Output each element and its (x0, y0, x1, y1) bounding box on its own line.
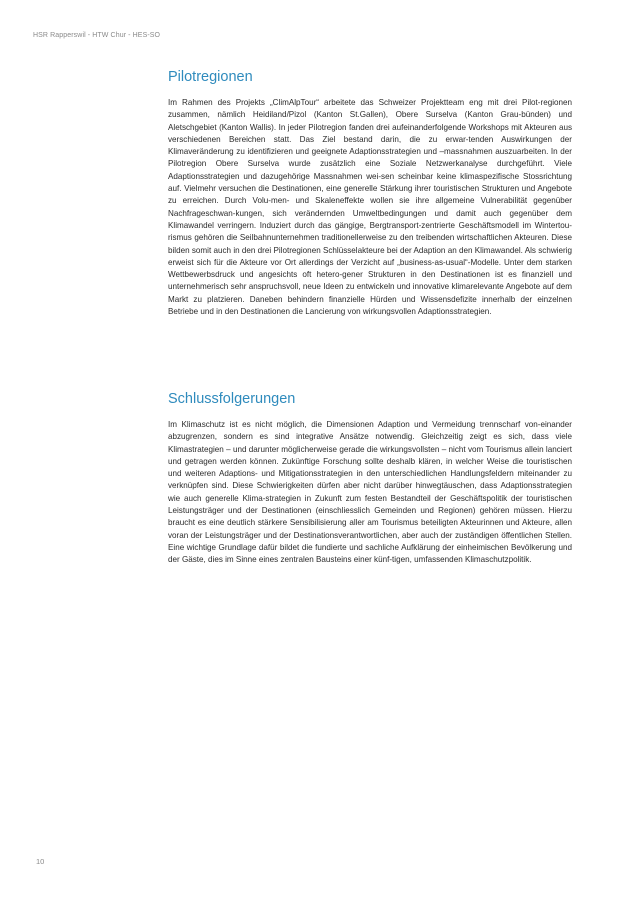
running-header: HSR Rapperswil - HTW Chur - HES-SO (33, 32, 161, 39)
section-heading: Schlussfolgerungen (168, 391, 296, 407)
section-heading: Pilotregionen (168, 69, 253, 85)
section-paragraph: Im Rahmen des Projekts „ClimAlpTour“ arbeitete das Schweizer Projektteam eng mit drei Pilot-regionen zusammen, nämlich Heidiland/Pizol (Kanton St.Gallen), Obere Surselva (Kanton Grau-bünden) und Aletschgebiet (Kanton Wallis). In jeder Pilotregion fanden drei aufeinanderfolgende Workshops mit Akteuren aus verschiedenen Bereichen statt. Das Ziel bestand darin, die zu erwar-tenden Auswirkungen der Klimaveränderung zu identifizieren und geeignete Adaptionsstrategien und –massnahmen auszuarbeiten. In der Pilotregion Obere Surselva wurde zusätzlich eine Soziale Netzwerkanalyse durchgeführt. Viele Adaptionsstrategien und dazugehörige Massnahmen wei-sen scheinbar keine klimaspezifische Stossrichtung auf. Vielmehr versuchen die Destinationen, eine generelle Stärkung ihrer touristischen Strukturen und Angebote zu erreichen. Durch Volu-men- und Skaleneffekte wollen sie ihre allgemeine Vulnerabilität gegenüber Nachfrageschwan-kungen, sich verändernden Umweltbedingungen und damit auch gegenüber dem Klimawandel verringern. Induziert durch das gängige, Bergtransport-zentrierte Geschäftsmodell im Wintertou-rismus gehören die Seilbahnunternehmen traditionellerweise zu den treibenden wirtschaftlichen Akteuren. Diese bilden somit auch in den drei Pilotregionen Schlüsselakteure bei der Adaption an den Klimawandel. Als schwierig erweist sich für die Akteure vor Ort allerdings der Verzicht auf „business-as-usual“-Modelle. Unter dem starken Wettbewerbsdruck und angesichts oft hetero-gener Strukturen in den Destinationen ist es finanziell und unternehmerisch sehr anspruchsvoll, neue Ideen zu entwickeln und innovative klimarelevante Angebote auf dem Markt zu platzieren. Daneben behindern finanzielle Hürden und Wissensdefizite innerhalb der einzelnen Betriebe und in den Destinationen die Lancierung von wirkungsvollen Adaptionsstrategien. (168, 98, 572, 317)
section-schlussfolgerungen (168, 390, 572, 567)
section-paragraph: Im Klimaschutz ist es nicht möglich, die Dimensionen Adaption und Vermeidung trennscharf von-einander abzugrenzen, sondern es sind integrative Ansätze notwendig. Gleichzeitig zeigt es sich, dass viele Klimastrategien – und darunter möglicherweise gerade die wirkungsvollsten – nicht vom Tourismus allein lanciert und getragen werden können. Zukünftige Forschung sollte deshalb klären, in welcher Weise die touristischen und weiteren Adaptions- und Mitigationsstrategien in den unterschiedlichen Handlungsfeldern miteinander zu verknüpfen sind. Diese Schwierigkeiten dürfen aber nicht darüber hinwegtäuschen, dass Adaptionsstrategien wie auch generelle Klima-strategien in Zukunft zum festen Bestandteil der Geschäftspolitik der touristischen Leistungsträger und der Destinationen (einschliesslich Gemeinden und Regionen) gehören müssen. Hierzu braucht es eine deutlich stärkere Sensibilisierung aller am Tourismus beteiligten Akteurinnen und Akteure, allen voran der Leistungsträger und der Destinationsverantwortlichen, aber auch der zuständigen öffentlichen Stellen. Eine wichtige Grundlage dafür bildet die fundierte und sachliche Aufklärung der einheimischen Bevölkerung und der Gäste, dies im Sinne eines zentralen Bausteins einer künf-tigen, umfassenden Klimaschutzpolitik. (168, 420, 572, 565)
section-pilotregionen (168, 68, 572, 318)
page-number: 10 (36, 857, 45, 866)
